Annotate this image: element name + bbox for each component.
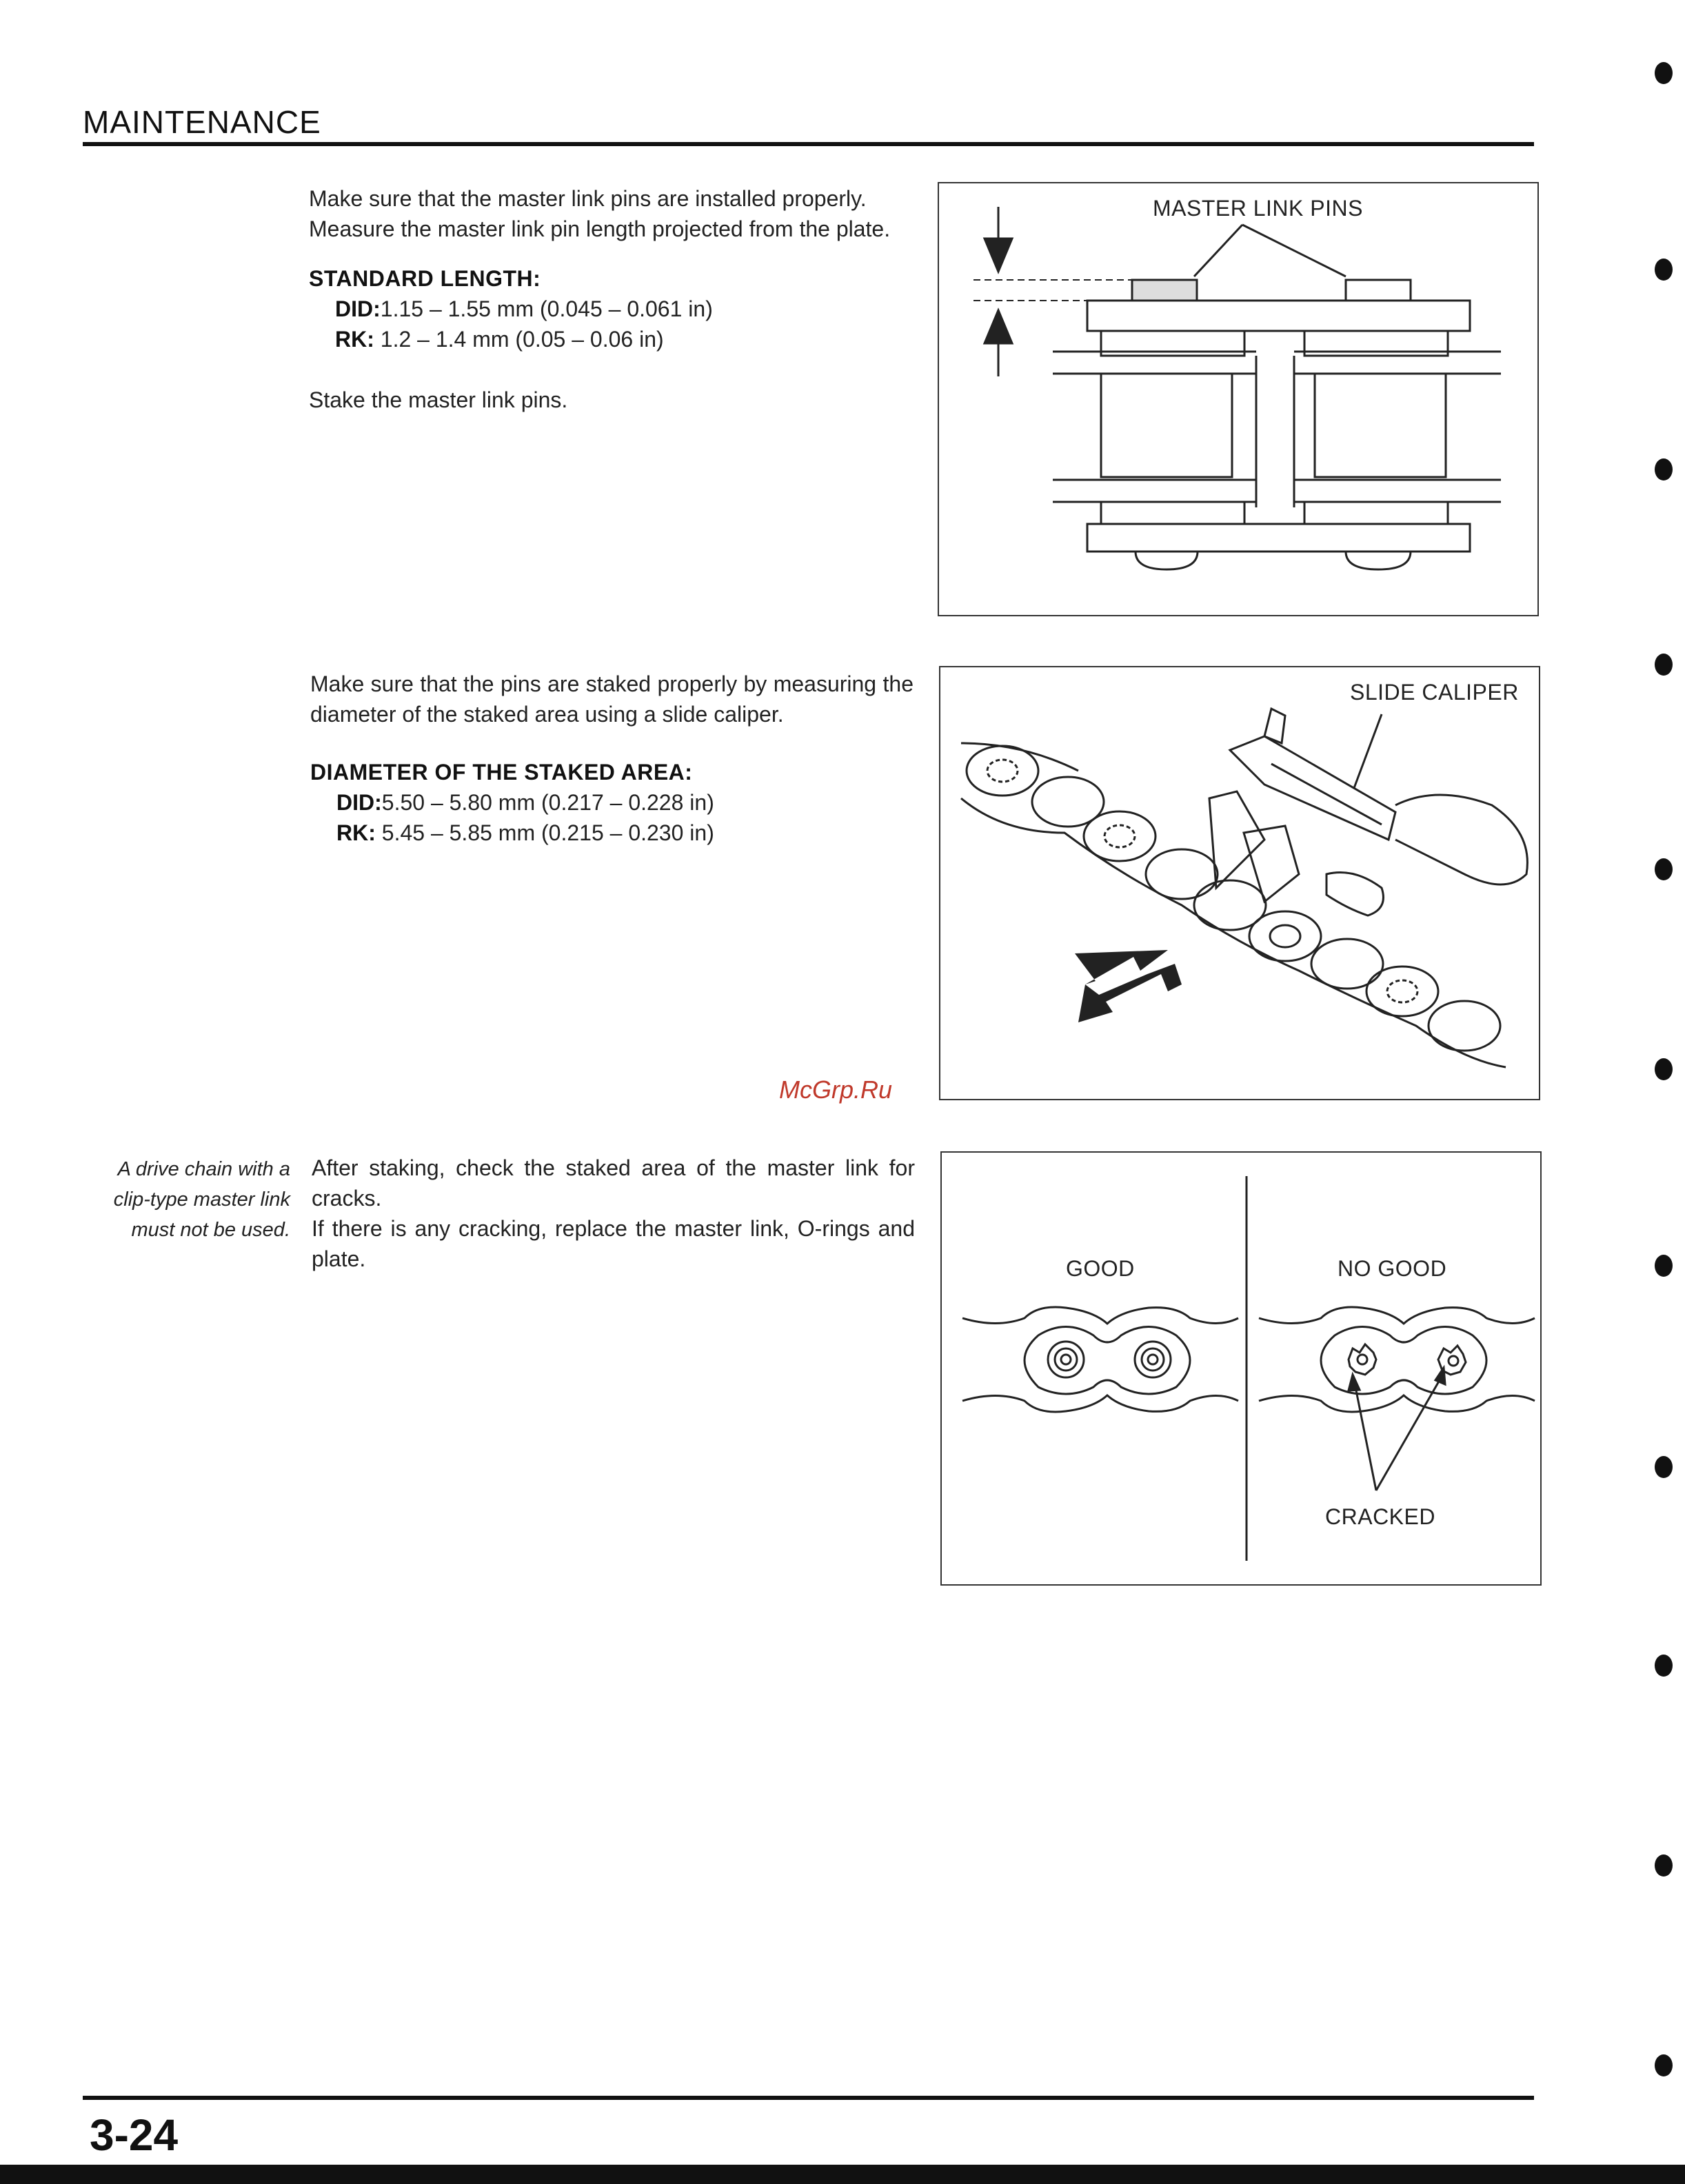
spec-value: 1.2 – 1.4 mm (0.05 – 0.06 in) [374, 327, 664, 352]
figure-master-link-pins [938, 182, 1539, 616]
spec-key: RK: [335, 327, 374, 352]
spec-title-standard-length: STANDARD LENGTH: [309, 266, 541, 291]
page-number: 3-24 [90, 2110, 179, 2160]
spec-value: 5.45 – 5.85 mm (0.215 – 0.230 in) [375, 820, 714, 845]
instruction-check-cracks: After staking, check the staked area of the master link for cracks. [312, 1155, 915, 1211]
instruction-check-staking: Make sure that the pins are staked properly by measuring the diameter of the staked area using a slide caliper. [310, 671, 914, 727]
section-crack-check [312, 1153, 915, 1274]
section-staked-diameter [310, 669, 914, 848]
binder-hole-dot [1655, 259, 1673, 281]
master-link-pins-drawing [939, 183, 1537, 615]
binder-hole-dot [1655, 62, 1673, 84]
label-master-link-pins: MASTER LINK PINS [1153, 196, 1363, 221]
binder-hole-dot [1655, 458, 1673, 481]
bottom-scan-edge [0, 2165, 1685, 2184]
spec-row-did [310, 787, 914, 818]
binder-hole-dot [1655, 2054, 1673, 2076]
section-master-link-pins [309, 183, 912, 415]
spec-key: DID: [336, 790, 382, 815]
slide-caliper-drawing [940, 667, 1539, 1099]
page-title: MAINTENANCE [83, 104, 321, 140]
spec-value: 5.50 – 5.80 mm (0.217 – 0.228 in) [381, 790, 714, 815]
footer-rule [83, 2096, 1534, 2100]
spec-key: DID: [335, 296, 381, 321]
binder-hole-dot [1655, 654, 1673, 676]
header-rule [83, 142, 1534, 146]
label-cracked: CRACKED [1325, 1504, 1435, 1529]
label-no-good: NO GOOD [1338, 1256, 1447, 1281]
figure-good-no-good [940, 1151, 1542, 1586]
spec-row-rk [309, 324, 912, 354]
binder-hole-dot [1655, 1655, 1673, 1677]
instruction-measure-length: Measure the master link pin length projected from the plate. [309, 216, 891, 241]
watermark: McGrp.Ru [779, 1075, 893, 1104]
spec-row-did [309, 294, 912, 324]
spec-title-staked-area: DIAMETER OF THE STAKED AREA: [310, 760, 693, 785]
instruction-install-pins: Make sure that the master link pins are installed properly. [309, 186, 867, 211]
instruction-replace-link: If there is any cracking, replace the master link, O-rings and plate. [312, 1216, 915, 1271]
binder-hole-dot [1655, 1456, 1673, 1478]
figure-slide-caliper [939, 666, 1540, 1100]
good-no-good-drawing [942, 1153, 1540, 1584]
spec-key: RK: [336, 820, 376, 845]
binder-hole-dot [1655, 1058, 1673, 1080]
label-slide-caliper: SLIDE CALIPER [1350, 680, 1519, 705]
binder-hole-dot [1655, 858, 1673, 880]
side-note-clip-type-warning: A drive chain with a clip-type master link must not be used. [113, 1158, 290, 1241]
spec-row-rk [310, 818, 914, 848]
spec-value: 1.15 – 1.55 mm (0.045 – 0.061 in) [380, 296, 713, 321]
binder-hole-dot [1655, 1854, 1673, 1877]
label-good: GOOD [1066, 1256, 1135, 1281]
binder-hole-dot [1655, 1255, 1673, 1277]
instruction-stake-pins: Stake the master link pins. [309, 387, 568, 412]
